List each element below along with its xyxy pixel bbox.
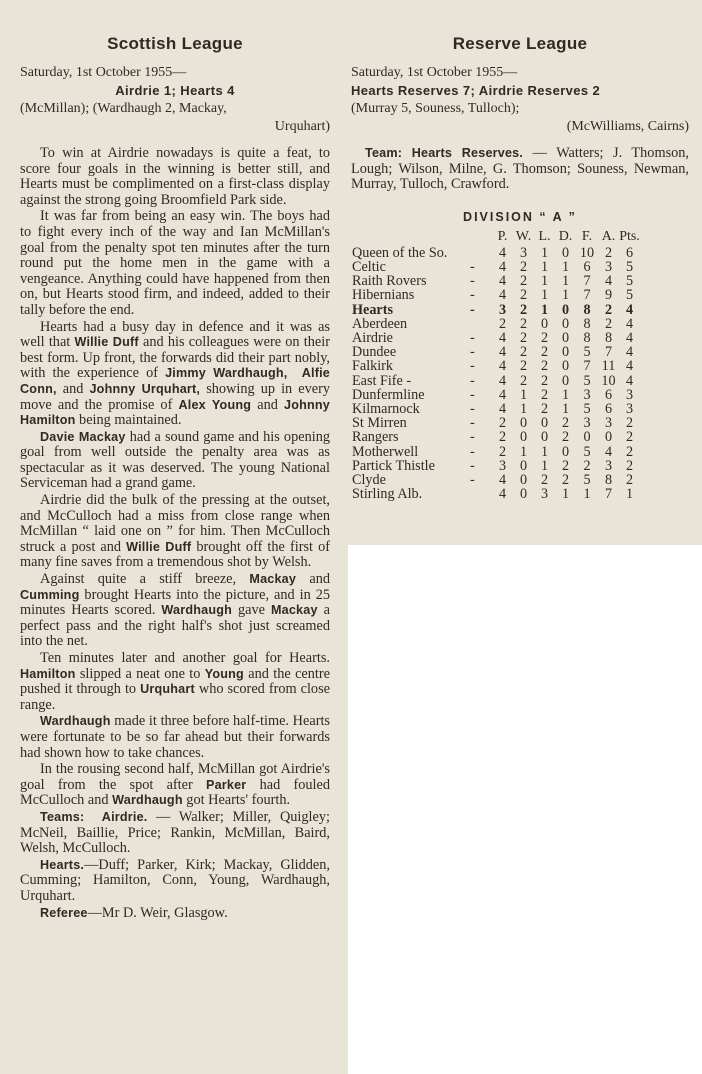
player-name: Johnny Hamilton (20, 397, 331, 428)
player-name: Willie Duff (126, 539, 192, 554)
league-table-body (352, 246, 640, 502)
stat-cell: 3 (583, 415, 591, 432)
stat-cell: 2 (519, 258, 528, 275)
table-row (352, 430, 640, 444)
stat-cell: 0 (519, 415, 528, 432)
header-col: P. (497, 228, 508, 244)
team-name: Airdrie (352, 330, 393, 346)
player-name: Hamilton (20, 666, 76, 681)
header-dash (470, 228, 492, 246)
team-lineup: —Duff; Parker, Kirk; Mackay, Glidden, Cumming; Hamilton, Conn, Young, Wardhaugh, Urquhart. (20, 856, 330, 904)
team-name: Hearts (352, 301, 393, 318)
leader-dash: - (470, 415, 475, 432)
stat-cell: 5 (583, 344, 591, 361)
text: and the centre pushed it through to (20, 665, 330, 698)
stat-cell: 4 (498, 401, 507, 418)
report-paragraph (20, 762, 330, 809)
text: gave (232, 602, 271, 619)
stat-cell: 4 (625, 372, 634, 389)
stat-cell: 3 (519, 244, 528, 261)
table-row (352, 445, 640, 459)
player-name: Cumming (20, 587, 80, 602)
match-result: Airdrie 1; Hearts 4 (115, 83, 235, 98)
stat-cell: 0 (561, 315, 570, 332)
stat-cell: 2 (625, 472, 634, 489)
scorers-line-2: Urquhart) (274, 119, 330, 134)
stat-cell: 3 (498, 457, 507, 474)
stat-cell: 2 (519, 372, 528, 389)
table-row (352, 374, 640, 388)
text: slipped a neat one to (75, 665, 205, 682)
stat-cell: 8 (583, 330, 591, 346)
stat-cell: 4 (604, 443, 613, 460)
stat-cell: 5 (625, 273, 634, 290)
stat-cell: 9 (604, 287, 613, 304)
stat-cell: 2 (540, 386, 549, 403)
stat-cell: 0 (540, 415, 549, 432)
player-name: Mackay (249, 572, 297, 587)
leader-dash: - (470, 358, 475, 375)
stat-cell: 2 (519, 344, 528, 361)
table-row (352, 331, 640, 345)
stat-cell: 2 (498, 315, 507, 332)
stat-cell: 1 (561, 386, 570, 403)
leader-dash: - (470, 457, 475, 474)
stat-cell: 8 (583, 301, 591, 318)
stat-cell: 2 (625, 443, 634, 460)
stat-cell: 4 (498, 287, 507, 304)
text: Hearts had a busy day in defence and it was as well that (20, 318, 330, 351)
team-label: Team: (365, 146, 403, 160)
header-col: Pts. (619, 228, 640, 244)
stat-cell: 2 (625, 415, 634, 432)
stat-cell: 5 (583, 472, 591, 489)
team-name: Raith Rovers (352, 273, 427, 290)
player-name: Johnny Urquhart, (89, 381, 201, 396)
player-name: Young (204, 666, 244, 681)
stat-cell: 1 (519, 386, 528, 403)
stat-cell: 2 (519, 330, 528, 346)
stat-cell: 6 (604, 401, 613, 418)
team-name: St Mirren (352, 415, 407, 432)
team-name: Rangers (352, 429, 399, 446)
stat-cell: 8 (583, 315, 591, 332)
stat-cell: 1 (540, 258, 549, 275)
stat-cell: 6 (625, 244, 634, 261)
report-paragraph (20, 320, 330, 429)
leader-dash: - (470, 273, 475, 290)
player-name: Wardhaugh (161, 603, 232, 618)
stat-cell: 0 (561, 372, 570, 389)
stat-cell: 4 (498, 258, 507, 275)
table-row (352, 345, 640, 359)
stat-cell: 4 (625, 358, 634, 375)
stat-cell: 2 (561, 457, 570, 474)
team-lineup: — Walker; Miller, Quigley; McNeil, Baillie, Price; Rankin, McMillan, Baird, Welsh, McCulloch. (20, 808, 330, 857)
teams-hearts (20, 858, 330, 905)
reserve-result: Hearts Reserves 7; Airdrie Reserves 2 (351, 83, 601, 98)
stat-cell: 0 (561, 443, 570, 460)
league-table-header (352, 228, 640, 246)
stat-cell: 1 (625, 486, 634, 503)
team-name: Stirling Alb. (352, 486, 423, 503)
reserve-league-column (351, 0, 689, 501)
stat-cell: 1 (540, 287, 549, 304)
text: In the rousing second half, McMillan got Airdrie's goal from the spot after (20, 761, 330, 793)
stat-cell: 3 (604, 415, 613, 432)
stat-cell: 1 (540, 273, 549, 290)
scorers-line-1: (Murray 5, Souness, Tulloch); (351, 101, 520, 116)
stat-cell: 0 (561, 358, 570, 375)
player-name: Parker (205, 777, 247, 792)
stat-cell: 0 (519, 472, 528, 489)
table-row (352, 487, 640, 501)
player-name: Wardhaugh (40, 714, 111, 729)
player-name: Jimmy Wardhaugh, (165, 366, 288, 381)
stat-cell: 2 (583, 457, 591, 474)
scottish-league-heading: Scottish League (107, 34, 243, 53)
table-row (352, 473, 640, 487)
leader-dash: - (470, 401, 475, 418)
stat-cell: 2 (540, 472, 549, 489)
team-lineup: — Watters; J. Thomson, Lough; Wilson, Milne, G. Thomson; Souness, Newman, Murray, Tulloch, Crawford. (351, 145, 689, 193)
stat-cell: 7 (604, 486, 613, 503)
stat-cell: 5 (583, 372, 591, 389)
reserve-date: Saturday, 1st October 1955— (351, 65, 518, 80)
header-col: W. (515, 228, 532, 244)
header-col: D. (558, 228, 573, 244)
stat-cell: 4 (498, 358, 507, 375)
stat-cell: 1 (561, 401, 570, 418)
text: made it three before half-time. Hearts were fortunate to be so far ahead but their forwards had shown how to take chances. (20, 713, 330, 761)
stat-cell: 1 (540, 457, 549, 474)
stat-cell: 7 (583, 358, 591, 375)
stat-cell: 3 (625, 386, 634, 403)
stat-cell: 1 (561, 287, 570, 304)
stat-cell: 3 (583, 386, 591, 403)
text: and (296, 571, 331, 588)
team-name: Kilmarnock (352, 401, 420, 418)
stat-cell: 4 (498, 344, 507, 361)
stat-cell: 0 (540, 429, 549, 446)
stat-cell: 1 (540, 443, 549, 460)
stat-cell: 4 (604, 273, 613, 290)
stat-cell: 4 (498, 372, 507, 389)
leader-dash (470, 246, 492, 260)
leader-dash: - (470, 386, 475, 403)
stat-cell: 1 (583, 486, 591, 503)
leader-dash: - (470, 330, 475, 346)
team-name: Hearts Reserves. (411, 146, 524, 160)
stat-cell: 4 (498, 486, 507, 503)
leader-dash: - (470, 372, 475, 389)
stat-cell: 2 (561, 429, 570, 446)
report-paragraph: To win at Airdrie nowadays is quite a feat, to score four goals in the winning is better still, and Hearts must be complimented on a first-class display against the strong going Broomfield Park side. (20, 145, 330, 208)
text: had a sound game and his opening goal from well outside the penalty area was as spectacular as it was deserved. The young National Serviceman had a grand game. (20, 428, 330, 492)
leader-dash: - (470, 429, 475, 446)
header-col: A. (601, 228, 616, 244)
stat-cell: 1 (519, 443, 528, 460)
leader-dash (470, 317, 492, 331)
team-name: Hibernians (352, 287, 415, 304)
division-title: DIVISION “ A ” (463, 209, 577, 224)
match-date: Saturday, 1st October 1955— (20, 65, 187, 80)
report-paragraph (20, 493, 330, 571)
report-paragraph (20, 714, 330, 761)
text: and his colleagues were on their best form. Up front, the forwards did their part nobly, with the experience of (20, 334, 330, 382)
stat-cell: 2 (498, 443, 507, 460)
stat-cell: 2 (519, 358, 528, 375)
stat-cell: 10 (579, 244, 595, 261)
text: Against quite a stiff breeze, (40, 571, 250, 588)
team-name: Falkirk (352, 358, 393, 375)
table-row (352, 388, 640, 402)
leader-dash: - (470, 301, 475, 318)
leader-dash (470, 487, 492, 501)
text: being maintained. (75, 412, 182, 429)
player-name: Mackay (270, 603, 318, 618)
stat-cell: 0 (519, 457, 528, 474)
teams-label: Teams: (40, 809, 85, 824)
stat-cell: 2 (519, 273, 528, 290)
stat-cell: 11 (601, 358, 616, 375)
stat-cell: 8 (604, 330, 613, 346)
team-name: Celtic (352, 258, 386, 275)
stat-cell: 6 (604, 386, 613, 403)
team-name: Aberdeen (352, 315, 408, 332)
stat-cell: 1 (561, 273, 570, 290)
team-name: Airdrie. (101, 809, 148, 824)
table-row (352, 246, 640, 260)
text: brought off the first of many fine saves from a tremendous shot by Welsh. (20, 538, 331, 571)
report-paragraph (20, 651, 330, 713)
stat-cell: 2 (540, 344, 549, 361)
stat-cell: 7 (583, 287, 591, 304)
stat-cell: 10 (601, 372, 616, 389)
report-paragraph (20, 430, 330, 492)
player-name: Willie Duff (74, 335, 139, 350)
stat-cell: 1 (519, 401, 528, 418)
stat-cell: 0 (604, 429, 613, 446)
report-paragraph (20, 572, 330, 650)
text: brought Hearts into the picture, and in 25 minutes Hearts scored. (20, 586, 330, 619)
stat-cell: 4 (498, 273, 507, 290)
table-row (352, 260, 640, 274)
text: who scored from close range. (20, 681, 330, 713)
stat-cell: 4 (498, 386, 507, 403)
stat-cell: 5 (625, 287, 634, 304)
stat-cell: 2 (519, 301, 528, 318)
referee-name: —Mr D. Weir, Glasgow. (87, 904, 228, 921)
stat-cell: 2 (519, 315, 528, 332)
stat-cell: 2 (561, 415, 570, 432)
table-row (352, 402, 640, 416)
scottish-league-column (20, 0, 330, 922)
team-name: Hearts. (40, 857, 85, 872)
stat-cell: 7 (583, 273, 591, 290)
stat-cell: 4 (625, 301, 634, 318)
stat-cell: 2 (625, 429, 634, 446)
match-scorers (20, 100, 330, 136)
referee-label: Referee (40, 905, 88, 920)
stat-cell: 0 (561, 330, 570, 346)
stat-cell: 5 (583, 443, 591, 460)
leader-dash: - (470, 472, 475, 489)
text: had fouled McCulloch and (20, 776, 330, 809)
text: a perfect pass and the right half's shot just screamed into the net. (20, 602, 330, 650)
stat-cell: 2 (540, 401, 549, 418)
player-name: Alex Young (178, 397, 252, 412)
text: Ten minutes later and another goal for Hearts. (40, 650, 330, 666)
stat-cell: 3 (540, 486, 549, 503)
table-row (352, 416, 640, 430)
stat-cell: 3 (604, 457, 613, 474)
stat-cell: 0 (561, 301, 570, 318)
reserve-league-heading: Reserve League (452, 34, 588, 53)
team-name: East Fife - (352, 372, 412, 389)
header-col: L. (538, 228, 551, 244)
header-col: F. (581, 228, 593, 244)
table-row (352, 274, 640, 288)
stat-cell: 0 (561, 344, 570, 361)
stat-cell: 2 (604, 301, 613, 318)
table-row (352, 459, 640, 473)
stat-cell: 3 (625, 401, 634, 418)
player-name: Wardhaugh (112, 793, 183, 808)
stat-cell: 4 (625, 330, 634, 346)
table-row (352, 359, 640, 373)
stat-cell: 2 (498, 429, 507, 446)
stat-cell: 2 (604, 315, 613, 332)
stat-cell: 1 (561, 486, 570, 503)
stat-cell: 3 (498, 301, 507, 318)
reserve-team (351, 146, 689, 193)
stat-cell: 1 (540, 301, 549, 318)
stat-cell: 2 (625, 457, 634, 474)
league-table (352, 228, 640, 502)
stat-cell: 4 (498, 244, 507, 261)
text: Airdrie did the bulk of the pressing at the outset, and McCulloch had a miss from close range when McMillan “ laid one on ” for him. Then McCulloch struck a post and (20, 492, 330, 555)
text: and (251, 396, 285, 413)
text: showing up in every move and the promise of (20, 380, 331, 413)
stat-cell: 1 (540, 244, 549, 261)
team-name: Clyde (352, 472, 386, 489)
stat-cell: 4 (625, 344, 634, 361)
text: got Hearts' fourth. (182, 792, 291, 809)
leader-dash: - (470, 344, 475, 361)
table-row (352, 317, 640, 331)
player-name: Davie Mackay (40, 429, 126, 444)
stat-cell: 1 (561, 258, 570, 275)
match-report (20, 146, 330, 921)
stat-cell: 2 (604, 244, 613, 261)
team-name: Dunfermline (352, 386, 425, 403)
text: and (56, 380, 90, 397)
reserve-scorers (351, 100, 689, 136)
stat-cell: 0 (583, 429, 591, 446)
player-name: Urquhart (140, 682, 195, 697)
stat-cell: 2 (540, 372, 549, 389)
leader-dash: - (470, 443, 475, 460)
stat-cell: 4 (498, 472, 507, 489)
stat-cell: 2 (498, 415, 507, 432)
stat-cell: 2 (540, 330, 549, 346)
table-row (352, 288, 640, 302)
team-name: Motherwell (352, 443, 419, 460)
report-paragraph: It was far from being an easy win. The boys had to fight every inch of the way and Ian McMillan's goal from the penalty spot ten minutes after the turn round put the home men in the game with a vengeance. Anything could have happened from then on, but Hearts stood firm, and indeed, added to their tally before the end. (20, 208, 330, 318)
header-team (352, 228, 470, 246)
stat-cell: 5 (583, 401, 591, 418)
stat-cell: 0 (561, 244, 570, 261)
table-row (352, 303, 640, 317)
stat-cell: 0 (519, 486, 528, 503)
stat-cell: 0 (540, 315, 549, 332)
scorers-line-2: (McWilliams, Cairns) (566, 119, 689, 134)
referee (20, 906, 330, 922)
stat-cell: 2 (519, 287, 528, 304)
stat-cell: 7 (604, 344, 613, 361)
scorers-line-1: (McMillan); (Wardhaugh 2, Mackay, (20, 101, 227, 116)
stat-cell: 6 (583, 258, 591, 275)
leader-dash: - (470, 258, 475, 275)
team-name: Partick Thistle (352, 457, 435, 474)
team-name: Queen of the So. (352, 244, 448, 261)
stat-cell: 5 (625, 258, 634, 275)
player-name: Alfie Conn, (20, 366, 330, 396)
stat-cell: 2 (561, 472, 570, 489)
teams-airdrie (20, 810, 330, 857)
stat-cell: 2 (540, 358, 549, 375)
stat-cell: 4 (498, 330, 507, 346)
stat-cell: 8 (604, 472, 613, 489)
stat-cell: 3 (604, 258, 613, 275)
stat-cell: 4 (625, 315, 634, 332)
leader-dash: - (470, 287, 475, 304)
stat-cell: 0 (519, 429, 528, 446)
team-name: Dundee (352, 344, 397, 361)
